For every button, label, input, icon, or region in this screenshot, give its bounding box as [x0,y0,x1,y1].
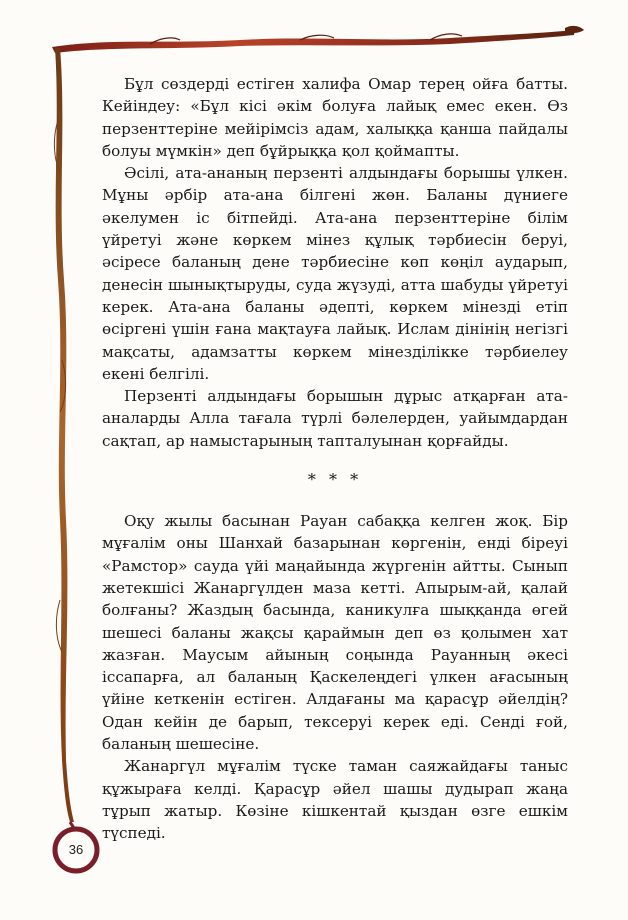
main-text [102,73,568,845]
section-separator: * * * [307,470,363,490]
top-branch-ornament [52,30,575,53]
page-number: 36 [68,842,84,857]
left-vine-ornament [55,48,74,822]
paragraph: Бұл сөздерді естіген халифа Омар терең ойға батты. Кейіндеу: «Бұл кісі әкім болуға лайық емес екен. Өз перзенттеріне мейірімсіз адам, халыққа қанша пайдалы болуы мүмкін» деп бұйрыққа қол қоймапты. [102,75,568,160]
paragraph: Перзенті алдындағы борышын дұрыс атқарған ата-аналарды Алла тағала түрлі бәлелерден, уайымдардан сақтап, ар намыстарының тапталуынан қорғайды. [102,387,568,450]
paragraph: Оқу жылы басынан Рауан сабаққа келген жоқ. Бір мұғалім оны Шанхай базарынан көргенін, енді біреуі «Рамстор» сауда үйі маңайында жүргенін айтты. Сынып жетекшісі Жанаргүлден маза кетті. Апырым-ай, қалай болғаны? Жаздың басында, каникулға шыққанда өгей шешесі баланы жақсы қараймын деп өз қолымен хат жазған. Маусым айының соңында Рауанның әкесі іссапарға, ал баланың Қаскелеңдегі үлкен ағасының үйіне кеткенін естіген. Алдағаны ма қарасұр әйелдің? Одан кейін де барып, тексеруі керек еді. Сенді ғой, баланың шешесіне. [102,512,568,754]
paragraph: Жанаргүл мұғалім түске таман саяжайдағы таныс құжыраға келді. Қарасұр әйел шашы дудырап жаңа тұрып жатыр. Көзіне кішкентай қыздан өзге ешкім түспеді. [102,757,568,843]
paragraph: Әсілі, ата-ананың перзенті алдындағы борышы үлкен. Мұны әрбір ата-ана білгені жөн. Баланы дүниеге әкелумен іс бітпейді. Ата-ана перзенттеріне білім үйретуі және көркем мінез құлық тәрбиесін беруі, әсіресе баланың дене тәрбиесіне көп көңіл аударып, денесін шынықтыруды, суда жүзуді, атта шабуды үйретуі керек. Ата-ана баланы әдепті, көркем мінезді етіп өсіргені үшін ғана мақтауға лайық. Ислам дінінің негізгі мақсаты, адамзатты көркем мінезділікке тәрбиелеу екені белгілі. [102,164,568,383]
